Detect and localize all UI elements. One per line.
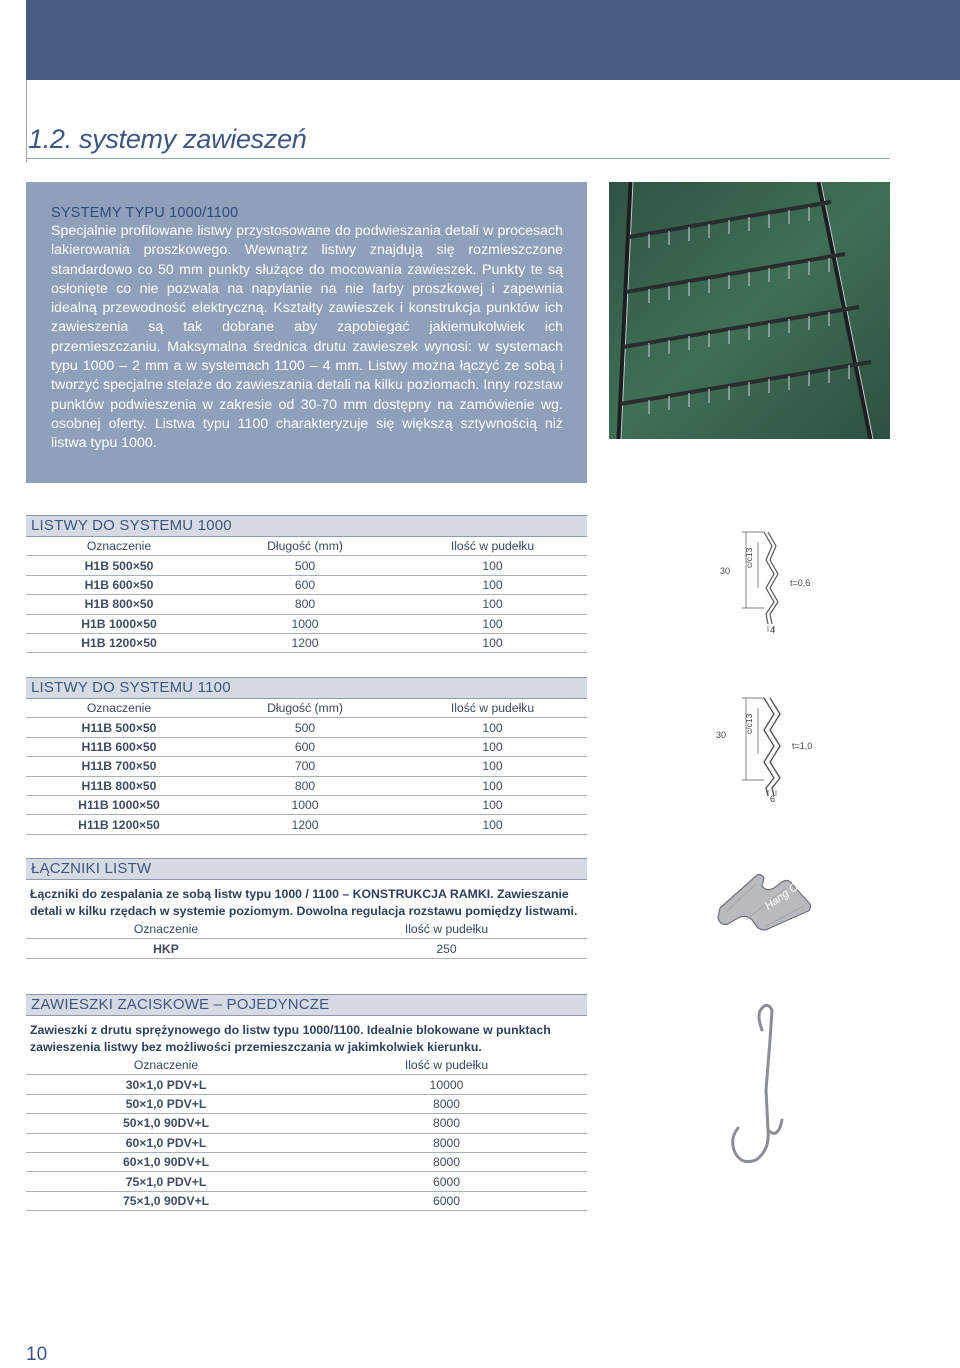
section-description: Łączniki do zespalania ze sobą listw typu 1000 / 1100 – KONSTRUKCJA RAMKI. Zawieszanie detali w kilku rzędach w systemie poziomym. Dowolna regulacja rozstawu pomiędzy listwami.	[30, 887, 578, 918]
table-row	[26, 556, 587, 575]
cell: 75×1,0 PDV+L	[26, 1172, 306, 1191]
section-system-1000	[26, 515, 587, 653]
col-header: Długość (mm)	[212, 537, 398, 556]
dim-b: c/c13	[744, 547, 754, 568]
connector-image	[716, 868, 816, 936]
cell: H1B 1200×50	[26, 633, 212, 652]
col-header: Ilość w pudełku	[398, 699, 587, 718]
cell: 250	[306, 939, 587, 958]
cell: 100	[398, 575, 587, 594]
cell: H1B 1000×50	[26, 614, 212, 633]
cell: 600	[212, 737, 398, 756]
cell: 100	[398, 633, 587, 652]
cell: 500	[212, 718, 398, 737]
cell: H11B 800×50	[26, 776, 212, 795]
col-header: Oznaczenie	[26, 537, 212, 556]
title-rule	[26, 158, 890, 159]
cell: 100	[398, 737, 587, 756]
cell: 30×1,0 PDV+L	[26, 1075, 306, 1094]
profile-drawing-1000	[712, 528, 822, 638]
cell: 6000	[306, 1172, 587, 1191]
col-header: Ilość w pudełku	[306, 920, 587, 939]
cell: H1B 800×50	[26, 595, 212, 614]
section-heading: LISTWY DO SYSTEMU 1000	[26, 515, 587, 537]
cell: 100	[398, 614, 587, 633]
cell: 8000	[306, 1133, 587, 1152]
margin-line	[26, 80, 27, 162]
table-row	[26, 614, 587, 633]
table-connectors	[26, 920, 587, 959]
cell: 75×1,0 90DV+L	[26, 1191, 306, 1210]
cell: 50×1,0 90DV+L	[26, 1114, 306, 1133]
table-row	[26, 1133, 587, 1152]
cell: 10000	[306, 1075, 587, 1094]
cell: 800	[212, 595, 398, 614]
rack-photo	[609, 182, 890, 439]
table-row	[26, 939, 587, 958]
table-row	[26, 718, 587, 737]
table-system-1100	[26, 699, 587, 835]
dim-t: t=1,0	[792, 741, 813, 751]
cell: 100	[398, 718, 587, 737]
section-heading: LISTWY DO SYSTEMU 1100	[26, 677, 587, 699]
section-heading: ŁĄCZNIKI LISTW	[26, 858, 587, 880]
col-header: Ilość w pudełku	[398, 537, 587, 556]
section-system-1100	[26, 677, 587, 835]
cell: 8000	[306, 1152, 587, 1171]
cell: 100	[398, 776, 587, 795]
table-row	[26, 1172, 587, 1191]
table-row	[26, 1152, 587, 1171]
cell: 100	[398, 815, 587, 834]
cell: 800	[212, 776, 398, 795]
section-description: Zawieszki z drutu sprężynowego do listw typu 1000/1100. Idealnie blokowane w punktach zawieszenia listwy bez możliwości przemieszczania w jakimkolwiek kierunku.	[30, 1023, 551, 1054]
col-header: Oznaczenie	[26, 920, 306, 939]
cell: 8000	[306, 1094, 587, 1113]
cell: 100	[398, 595, 587, 614]
cell: H11B 500×50	[26, 718, 212, 737]
cell: 100	[398, 556, 587, 575]
cell: H11B 600×50	[26, 737, 212, 756]
col-header: Ilość w pudełku	[306, 1056, 587, 1075]
cell: 1000	[212, 795, 398, 814]
hook-wire-image	[722, 1000, 792, 1170]
col-header: Oznaczenie	[26, 1056, 306, 1075]
table-row	[26, 776, 587, 795]
cell: 1000	[212, 614, 398, 633]
table-clamps	[26, 1056, 587, 1211]
info-heading: SYSTEMY TYPU 1000/1100	[51, 205, 239, 221]
cell: H11B 1000×50	[26, 795, 212, 814]
header-bar	[26, 0, 960, 80]
table-header-row	[26, 699, 587, 718]
cell: 60×1,0 90DV+L	[26, 1152, 306, 1171]
page-number: 10	[26, 1344, 48, 1365]
cell: 500	[212, 556, 398, 575]
cell: 1200	[212, 633, 398, 652]
table-row	[26, 757, 587, 776]
section-clamps	[26, 994, 587, 1211]
table-row	[26, 575, 587, 594]
section-connectors	[26, 858, 587, 959]
table-row	[26, 633, 587, 652]
col-header: Oznaczenie	[26, 699, 212, 718]
cell: 6000	[306, 1191, 587, 1210]
dim-a: 30	[716, 730, 727, 740]
cell: H1B 600×50	[26, 575, 212, 594]
cell: 8000	[306, 1114, 587, 1133]
section-heading: ZAWIESZKI ZACISKOWE – POJEDYNCZE	[26, 994, 587, 1016]
profile-drawing-1100	[712, 694, 822, 806]
cell: HKP	[26, 939, 306, 958]
table-header-row	[26, 537, 587, 556]
dim-a: 30	[720, 566, 731, 576]
table-header-row	[26, 1056, 587, 1075]
table-row	[26, 1075, 587, 1094]
dim-w: 6	[770, 794, 776, 804]
table-row	[26, 737, 587, 756]
info-text: Specjalnie profilowane listwy przystosowane do podwieszania detali w procesach lakierowania proszkowego. Wewnątrz listwy znajdują się rozmieszczone standardowo co 50 mm punkty służące do mocowania zawieszek. Punkty te są osłonięte co nie pozwala na napylanie na nie farby proszkowej i zapewnia idealną przewodność elektryczną. Kształty zawieszek i konstrukcja punktów ich zawieszenia są tak dobrane aby zapobiegać jakiemukolwiek ich przemieszczaniu. Maksymalna średnica drutu zawieszek wynosi: w systemach typu 1000 – 2 mm a w systemach 1100 – 4 mm. Listwy można łączyć ze sobą i tworzyć specjalne stelaże do zawieszania detali na kilku poziomach. Inny rozstaw punktów podwieszenia w zakresie od 30-70 mm dostępny na zamówienie wg. osobnej oferty. Listwa typu 1100 charakteryzuje się większą sztywnością niż listwa typu 1000.	[51, 223, 563, 452]
cell: 100	[398, 795, 587, 814]
page-title: 1.2. systemy zawieszeń	[28, 124, 307, 154]
table-row	[26, 595, 587, 614]
dim-b: c/c13	[744, 713, 754, 734]
cell: 600	[212, 575, 398, 594]
cell: 700	[212, 757, 398, 776]
cell: 100	[398, 757, 587, 776]
table-header-row	[26, 920, 587, 939]
table-row	[26, 1094, 587, 1113]
table-row	[26, 815, 587, 834]
connector-logo-text: Hang On	[762, 877, 806, 913]
cell: 50×1,0 PDV+L	[26, 1094, 306, 1113]
cell: 60×1,0 PDV+L	[26, 1133, 306, 1152]
info-box	[26, 182, 587, 483]
cell: H11B 1200×50	[26, 815, 212, 834]
table-row	[26, 1191, 587, 1210]
cell: H11B 700×50	[26, 757, 212, 776]
dim-w: 4	[770, 625, 776, 635]
cell: H1B 500×50	[26, 556, 212, 575]
dim-t: t=0,6	[790, 578, 811, 588]
table-system-1000	[26, 537, 587, 653]
col-header: Długość (mm)	[212, 699, 398, 718]
table-row	[26, 1114, 587, 1133]
table-row	[26, 795, 587, 814]
cell: 1200	[212, 815, 398, 834]
